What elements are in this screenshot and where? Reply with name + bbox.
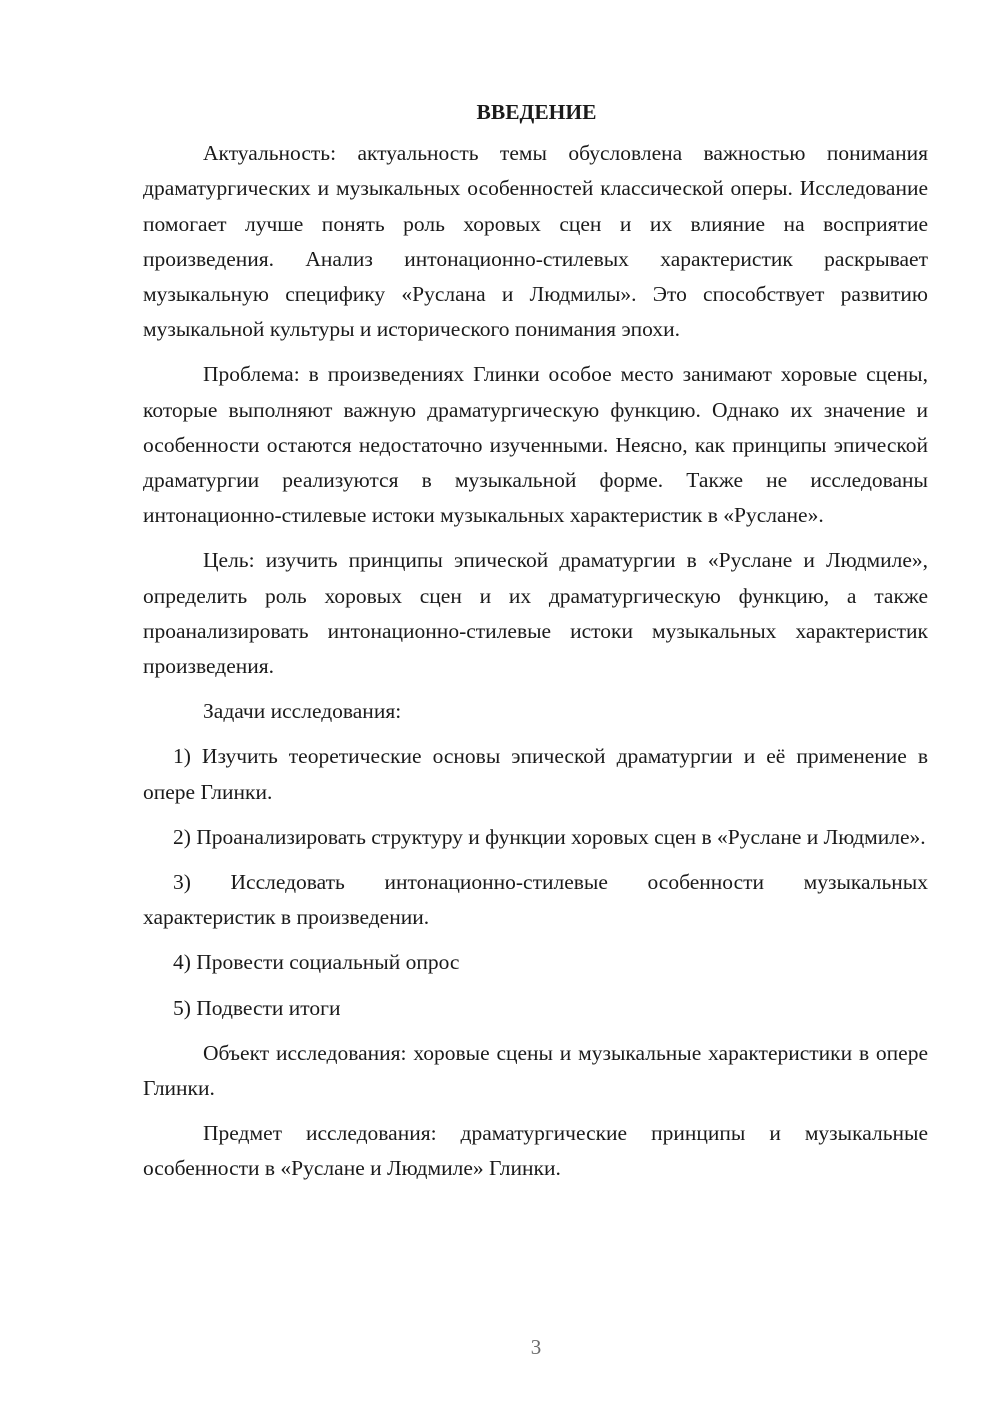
section-title: ВВЕДЕНИЕ xyxy=(476,100,597,124)
paragraph-relevance: Актуальность: актуальность темы обусловлена важностью понимания драматургических и музыкальных особенностей классической оперы. Исследование помогает лучше понять роль хоровых сцен и их влияние на восприятие произведения. Анализ интонационно-стилевых характеристик раскрывает музыкальную специфику «Руслана и Людмилы». Это способствует развитию музыкальной культуры и исторического понимания эпохи. xyxy=(143,141,928,342)
paragraph-goal: Цель: изучить принципы эпической драматургии в «Руслане и Людмиле», определить роль хоровых сцен и их драматургическую функцию, а также проанализировать интонационно-стилевые истоки музыкальных характеристик произведения. xyxy=(143,548,928,679)
task-item-4: 4) Провести социальный опрос xyxy=(173,950,460,975)
paragraph-subject: Предмет исследования: драматургические принципы и музыкальные особенности в «Руслане и Людмиле» Глинки. xyxy=(143,1121,928,1181)
task-item-2: 2) Проанализировать структуру и функции хоровых сцен в «Руслане и Людмиле». xyxy=(173,824,926,849)
paragraph-object: Объект исследования: хоровые сцены и музыкальные характеристики в опере Глинки. xyxy=(143,1040,928,1101)
paragraph-problem: Проблема: в произведениях Глинки особое место занимают хоровые сцены, которые выполняют важную драматургическую функцию. Однако их значение и особенности остаются недостаточно изученными. Неясно, как принципы эпической драматургии реализуются в музыкальной форме. Также не исследованы интонационно-стилевые истоки музыкальных характеристик в «Руслане». xyxy=(143,362,928,528)
task-item-5: 5) Подвести итоги xyxy=(173,995,341,1020)
task-item-1: 1) Изучить теоретические основы эпической драматургии и её применение в опере Глинки. xyxy=(143,744,928,804)
page-number: 3 xyxy=(530,1335,542,1359)
tasks-heading: Задачи исследования: xyxy=(203,699,402,724)
document-page xyxy=(143,95,928,1197)
task-item-3: 3) Исследовать интонационно-стилевые особенности музыкальных характеристик в произведении. xyxy=(143,870,928,930)
